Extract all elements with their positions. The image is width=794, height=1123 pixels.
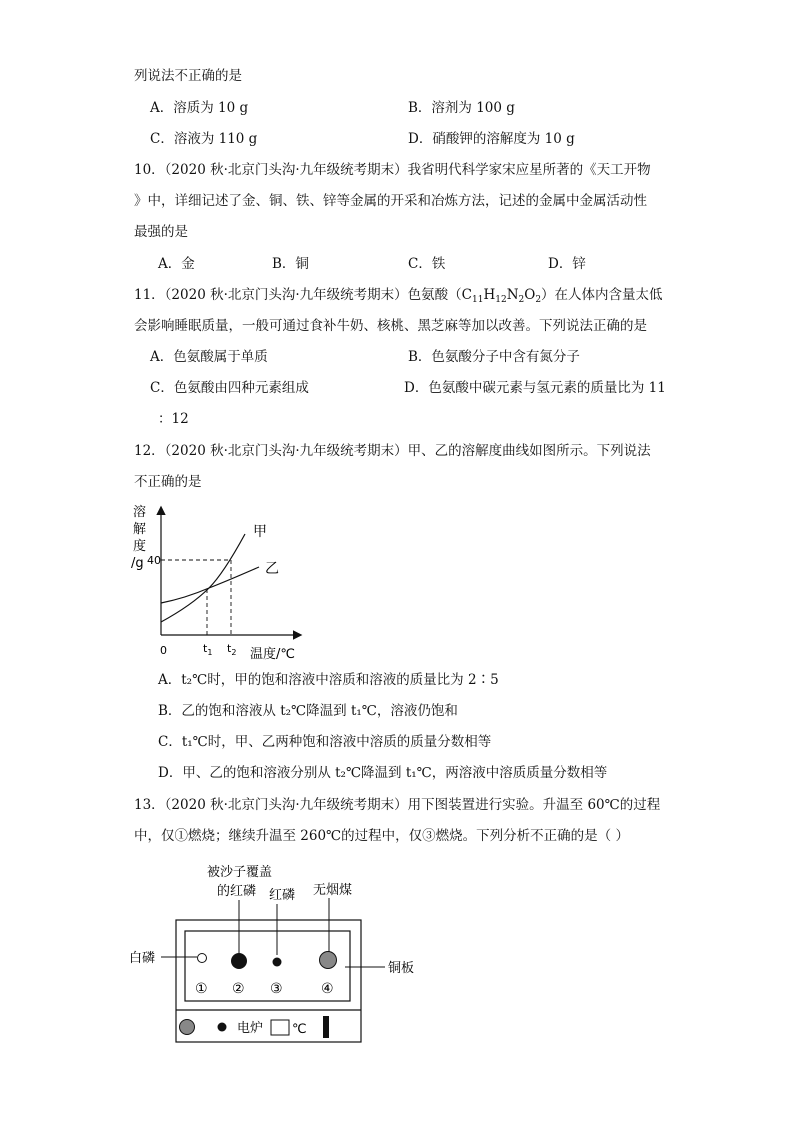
q11-option-b[interactable]: B．色氨酸分子中含有氮分子 [408,349,580,365]
graph-y-value-40: 40 [147,554,161,567]
stove-knob-large [180,1020,195,1035]
q11-option-d[interactable]: D．色氨酸中碳元素与氢元素的质量比为 11 [404,380,666,396]
q12-stem-line2: 不正确的是 [134,474,202,490]
label-white-p: 白磷 [129,951,156,966]
curve-yi [161,567,259,603]
q11-n: N [506,287,519,303]
q13-stem-line2: 中，仅①燃烧；继续升温至 260℃的过程中，仅③燃烧。下列分析不正确的是（ ） [134,828,629,844]
q12-option-d[interactable]: D．甲、乙的饱和溶液分别从 t₂℃降温到 t₁℃，两溶液中溶质质量分数相等 [158,765,608,781]
label-covered-red-p-2: 的红磷 [217,884,257,899]
q9-option-c[interactable]: C．溶液为 110 g [150,131,258,147]
q10-option-c[interactable]: C．铁 [408,256,446,272]
white-phosphorus [198,954,207,963]
q10-option-d[interactable]: D．锌 [548,256,586,272]
graph-tick-t2-base: t [227,642,232,655]
graph-x-label: 温度/℃ [250,647,295,662]
q12-stem-line1: 12．（2020 秋·北京门头沟·九年级统考期末）甲、乙的溶解度曲线如图所示。下列说法 [134,443,651,459]
q11-stem-pre: 11．（2020 秋·北京门头沟·九年级统考期末）色氨酸（C [134,287,472,303]
solubility-graph [125,500,315,665]
q11-sub-c: 11 [472,295,484,305]
q11-sub-h: 12 [495,295,507,305]
q11-sub-o: 2 [535,295,542,305]
label-celsius: ℃ [292,1022,307,1037]
num-1: ① [195,981,208,997]
num-2: ② [232,981,245,997]
q11-stem-line2: 会影响睡眠质量，一般可通过食补牛奶、核桃、黑芝麻等加以改善。下列说法正确的是 [134,318,647,334]
q11-stem-line1 [134,287,663,303]
curve-jia-label: 甲 [253,524,267,540]
graph-tick-t2 [227,642,236,657]
graph-y-label-1: 溶 [133,505,147,520]
q11-option-a[interactable]: A．色氨酸属于单质 [150,349,268,365]
graph-tick-t1 [203,642,212,657]
label-copper: 铜板 [388,961,415,976]
graph-y-label-3: 度 [133,539,147,554]
label-covered-red-p-1: 被沙子覆盖 [207,865,273,880]
q9-stem-tail: 列说法不正确的是 [134,68,242,84]
q13-stem-line1: 13．（2020 秋·北京门头沟·九年级统考期末）用下图装置进行实验。升温至 60℃的过程 [134,797,661,813]
q10-stem-line2: 》中，详细记述了金、铜、铁、锌等金属的开采和冶炼方法，记述的金属中金属活动性 [134,193,647,209]
anthracite [320,952,337,969]
q12-option-b[interactable]: B．乙的饱和溶液从 t₂℃降温到 t₁℃，溶液仍饱和 [158,703,458,719]
red-phosphorus [273,958,282,967]
stove-knob-small [218,1023,227,1032]
q10-option-a[interactable]: A．金 [158,256,195,272]
experiment-diagram [125,858,425,1048]
graph-tick-t2-sub: 2 [231,648,237,657]
q11-option-c[interactable]: C．色氨酸由四种元素组成 [150,380,309,396]
graph-origin: 0 [160,644,167,657]
label-anthracite: 无烟煤 [313,883,353,898]
stove-temp-display [271,1020,289,1035]
stove-switch [323,1016,329,1038]
q10-stem-line3: 最强的是 [134,224,188,240]
q10-option-b[interactable]: B．铜 [272,256,309,272]
q11-h: H [483,287,496,303]
q9-option-a[interactable]: A．溶质为 10 g [150,100,249,116]
num-4: ④ [321,981,334,997]
q11-o: O [524,287,536,303]
num-3: ③ [270,981,283,997]
graph-tick-t1-sub: 1 [207,648,213,657]
q11-stem-post: ）在人体内含量太低 [541,287,663,303]
q9-option-b[interactable]: B．溶剂为 100 g [408,100,515,116]
q11-option-d-cont: ：12 [158,411,189,427]
graph-y-label-4: /g [131,556,144,571]
q12-option-a[interactable]: A．t₂℃时，甲的饱和溶液中溶质和溶液的质量比为 2∶5 [158,672,499,688]
q10-stem-line1: 10．（2020 秋·北京门头沟·九年级统考期末）我省明代科学家宋应星所著的《天工开物 [134,162,651,178]
label-red-p: 红磷 [269,888,296,903]
graph-tick-t1-base: t [203,642,208,655]
q9-option-d[interactable]: D．硝酸钾的溶解度为 10 g [408,131,575,147]
q11-sub-n: 2 [518,295,525,305]
label-stove: 电炉 [237,1021,264,1036]
covered-red-phosphorus [231,953,247,969]
graph-y-label-2: 解 [133,522,147,537]
q12-option-c[interactable]: C．t₁℃时，甲、乙两种饱和溶液中溶质的质量分数相等 [158,734,492,750]
curve-yi-label: 乙 [265,561,279,577]
